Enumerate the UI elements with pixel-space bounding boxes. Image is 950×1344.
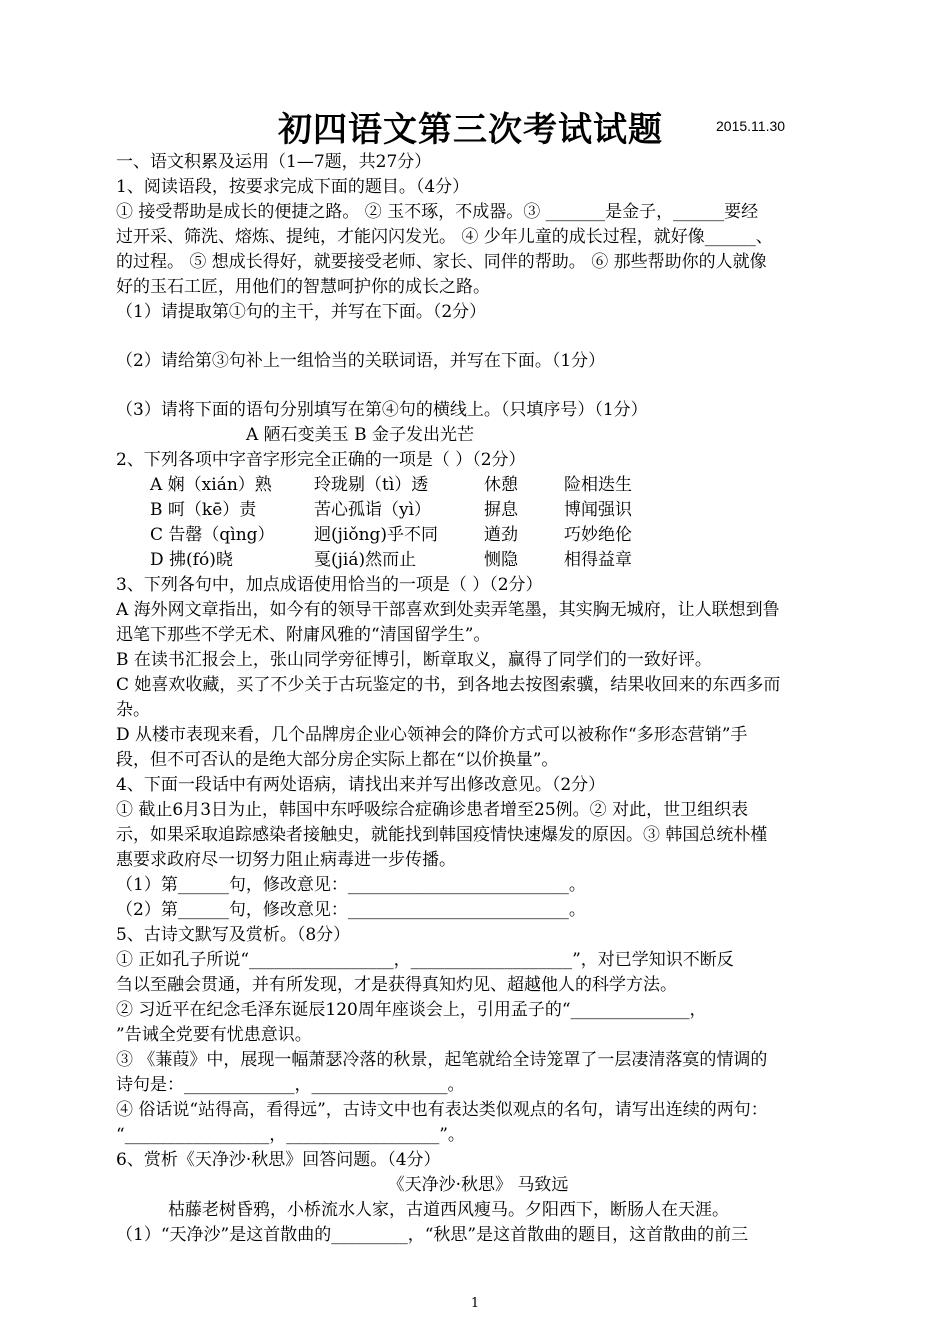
- option-cell: 摒息: [484, 500, 518, 520]
- question-5-item-4-cont: “_________________，__________________”。: [116, 1125, 465, 1145]
- option-row-d: [116, 548, 840, 573]
- option-cell: 休憩: [484, 475, 518, 495]
- question-5-item-2: ② 习近平在纪念毛泽东诞辰120周年座谈会上，引用孟子的“______________，: [116, 1000, 707, 1020]
- question-3-option-a: A 海外网文章指出，如今有的领导干部喜欢到处卖弄笔墨，其实胸无城府，让人联想到鲁: [116, 600, 780, 620]
- question-5-heading: 5、古诗文默写及赏析。（8分）: [116, 925, 351, 945]
- question-3-option-b: B 在读书汇报会上，张山同学旁征博引，断章取义，赢得了同学们的一致好评。: [116, 650, 712, 670]
- option-cell: 遒劲: [484, 525, 518, 545]
- question-3-heading: 3、下列各句中，加点成语使用恰当的一项是（ ）（2分）: [116, 575, 543, 595]
- option-cell: 相得益章: [564, 550, 632, 570]
- question-6-sub-1: （1）“天净沙”是这首散曲的_________，“秋思”是这首散曲的题目，这首散曲的前三: [116, 1225, 749, 1245]
- option-cell: 苦心孤诣（yì）: [314, 500, 432, 520]
- question-3-option-c: C 她喜欢收藏，买了不少关于古玩鉴定的书，到各地去按图索骥，结果收回来的东西多而: [116, 675, 781, 695]
- question-5-item-3-cont: 诗句是：_____________，________________。: [116, 1075, 465, 1095]
- sub-question-2: （2）请给第③句补上一组恰当的关联词语，并写在下面。（1分）: [116, 351, 606, 371]
- option-row-a: [116, 473, 840, 498]
- option-cell: D 拂(fó)晓: [150, 550, 233, 570]
- question-5-item-3: ③ 《蒹葭》中，展现一幅萧瑟冷落的秋景，起笔就给全诗笼罩了一层凄清落寞的情调的: [116, 1050, 768, 1070]
- sub-question-1: （1）请提取第①句的主干，并写在下面。（2分）: [116, 302, 487, 322]
- sub-question-3-options: A 陋石变美玉 B 金子发出光芒: [246, 425, 474, 445]
- question-3-option-d: D 从楼市表现来看，几个品牌房企业心领神会的降价方式可以被称作“多形态营销”手: [116, 725, 748, 745]
- question-5-item-4: ④ 俗话说“站得高，看得远”，古诗文中也有表达类似观点的名句，请写出连续的两句：: [116, 1100, 768, 1120]
- page-number: 1: [470, 1296, 480, 1311]
- question-4-heading: 4、下面一段话中有两处语病，请找出来并写出修改意见。（2分）: [116, 775, 606, 795]
- option-cell: 险相迭生: [564, 475, 632, 495]
- sub-question-3: （3）请将下面的语句分别填写在第④句的横线上。（只填序号）（1分）: [116, 400, 648, 420]
- question-2-heading: 2、下列各项中字音字形完全正确的一项是（ ）（2分）: [116, 450, 526, 470]
- passage-line: ① 接受帮助是成长的便捷之路。 ② 玉不琢，不成器。③ _______是金子，______要经: [116, 202, 759, 222]
- question-6-heading: 6、赏析《天净沙·秋思》回答问题。（4分）: [116, 1150, 441, 1170]
- exam-title: 初四语文第三次考试试题: [278, 110, 663, 150]
- passage-line: 的过程。 ⑤ 想成长得好，就要接受老师、家长、同伴的帮助。 ⑥ 那些帮助你的人就像: [116, 252, 767, 272]
- option-cell: 恻隐: [484, 550, 518, 570]
- option-cell: B 呵（kē）责: [150, 500, 257, 520]
- option-cell: 博闻强识: [564, 500, 632, 520]
- option-row-b: [116, 498, 840, 523]
- question-3-option-d-cont: 段，但不可否认的是绝大部分房企实际上都在“以价换量”。: [116, 750, 559, 770]
- question-1-heading: 1、阅读语段，按要求完成下面的题目。（4分）: [116, 177, 470, 197]
- exam-date: 2015.11.30: [716, 118, 786, 134]
- question-4-passage: ① 截止6月3日为止，韩国中东呼吸综合症确诊患者增至25例。② 对此，世卫组织表: [116, 800, 749, 820]
- exam-content: [116, 150, 840, 1248]
- option-row-c: [116, 523, 840, 548]
- option-cell: C 告罄（qìng）: [150, 525, 275, 545]
- poem-title: 《天净沙·秋思》 马致远: [387, 1175, 569, 1195]
- title-row: [0, 100, 950, 150]
- question-4-passage: 惠要求政府尽一切努力阻止病毒进一步传播。: [116, 850, 456, 870]
- option-cell: A 娴（xián）熟: [150, 475, 272, 495]
- question-4-answer-1: （1）第______句，修改意见：__________________________。: [116, 875, 586, 895]
- passage-line: 好的玉石工匠，用他们的智慧呵护你的成长之路。: [116, 277, 490, 297]
- option-cell: 戛(jiá)然而止: [314, 550, 417, 570]
- question-5-item-1: ① 正如孔子所说“_________________，___________________”，对已学知识不断反: [116, 950, 734, 970]
- question-3-option-c-cont: 杂。: [116, 700, 150, 720]
- passage-line: 过开采、筛洗、熔炼、提纯，才能闪闪发光。 ④ 少年儿童的成长过程，就好像______、: [116, 227, 773, 247]
- question-4-passage: 示，如果采取追踪感染者接触史，就能找到韩国疫情快速爆发的原因。③ 韩国总统朴槿: [116, 825, 768, 845]
- question-5-item-2-cont: ”告诫全党要有忧患意识。: [116, 1025, 312, 1045]
- question-4-answer-2: （2）第______句，修改意见：__________________________。: [116, 900, 586, 920]
- option-cell: 巧妙绝伦: [564, 525, 632, 545]
- question-3-option-a-cont: 迅笔下那些不学无术、附庸风雅的“清国留学生”。: [116, 625, 491, 645]
- question-5-item-1-cont: 刍以至融会贯通，并有所发现，才是获得真知灼见、超越他人的科学方法。: [116, 975, 677, 995]
- option-cell: 迥(jiǒng)乎不同: [314, 525, 439, 545]
- option-cell: 玲珑剔（tì）透: [314, 475, 429, 495]
- poem-text: 枯藤老树昏鸦，小桥流水人家，古道西风瘦马。夕阳西下，断肠人在天涯。: [168, 1200, 729, 1220]
- section-heading: 一、语文积累及运用（1—7题，共27分）: [116, 152, 432, 172]
